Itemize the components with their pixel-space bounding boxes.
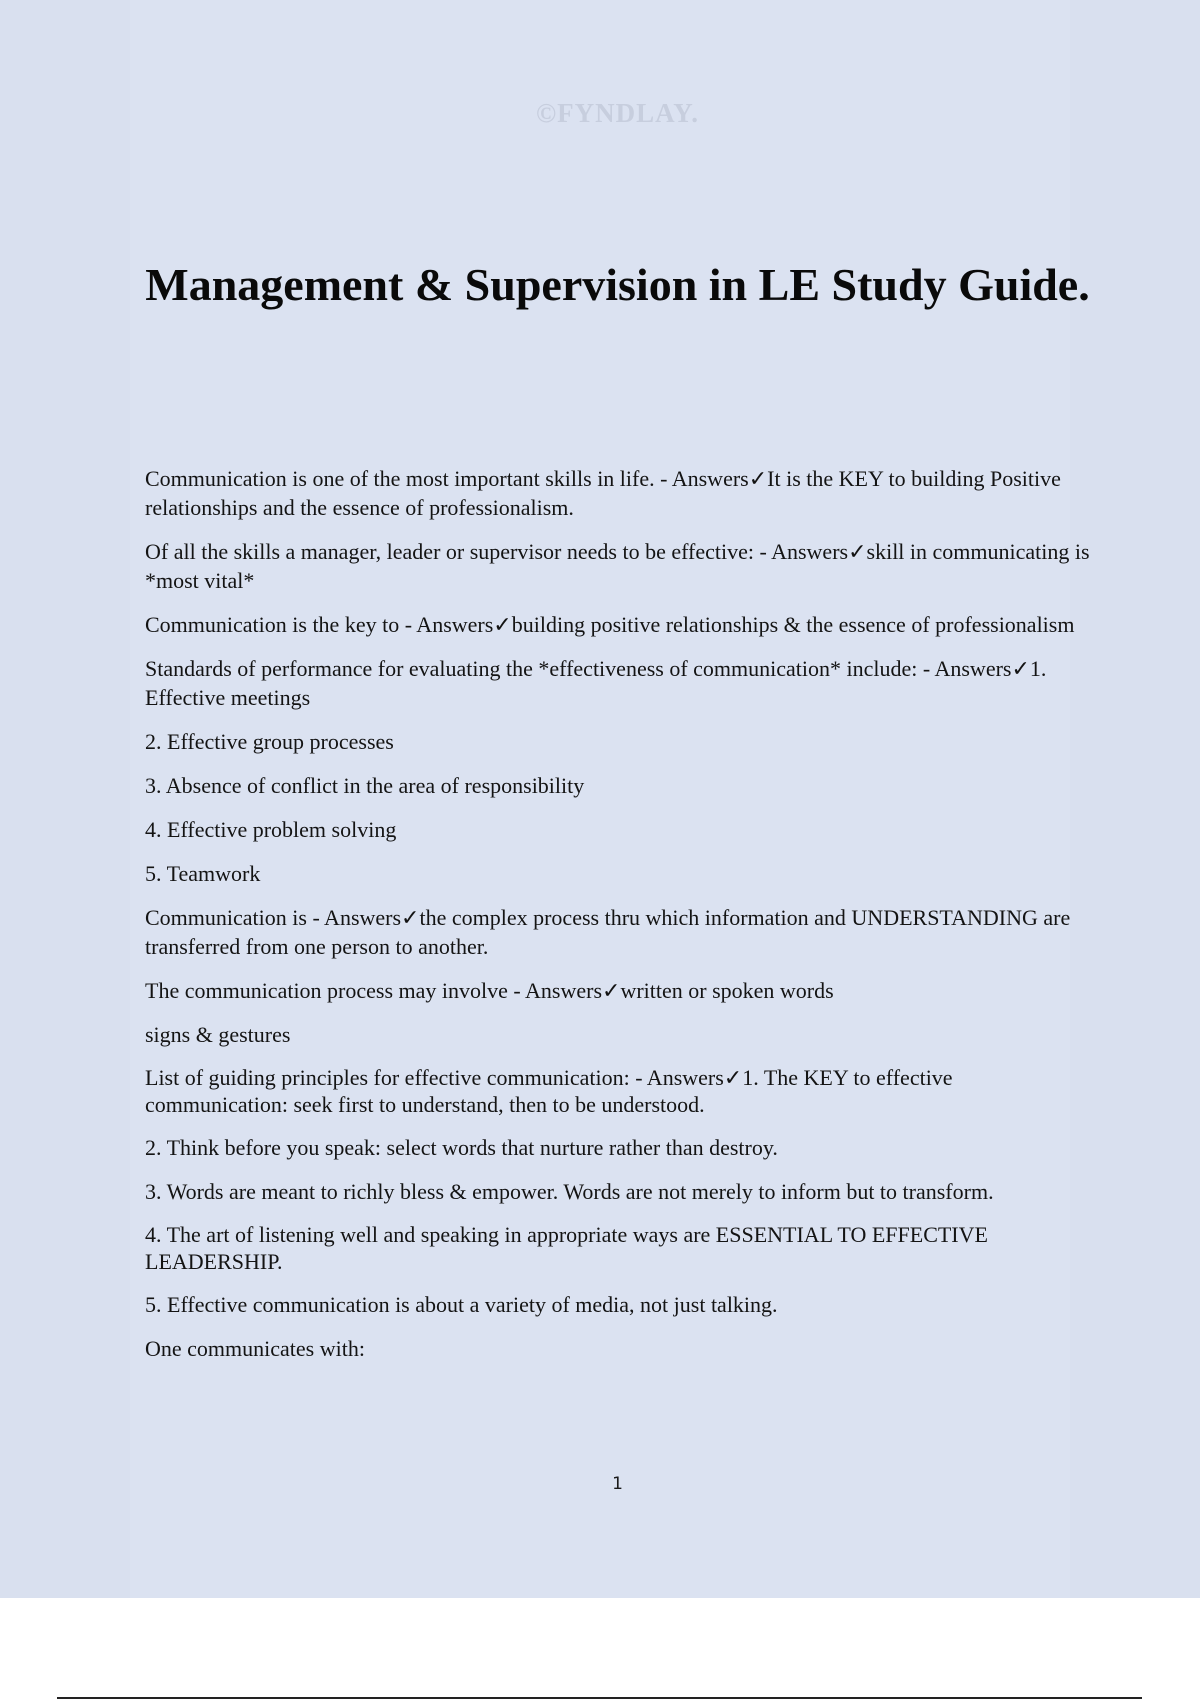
list-item: 2. Think before you speak: select words that nurture rather than destroy. bbox=[145, 1135, 778, 1160]
paragraph: List of guiding principles for effective communication: - Answers✓1. The KEY to effective communication: seek first to understand, then to be understood. bbox=[145, 1065, 953, 1117]
page-shade-left bbox=[0, 0, 130, 1598]
paragraph: The communication process may involve - Answers✓written or spoken words bbox=[145, 978, 834, 1003]
paragraph: Communication is one of the most important skills in life. - Answers✓It is the KEY to building Positive relationships and the essence of professionalism. bbox=[145, 466, 1061, 520]
paragraph: signs & gestures bbox=[145, 1022, 291, 1047]
document-body bbox=[145, 464, 1095, 1378]
list-item: 2. Effective group processes bbox=[145, 729, 394, 754]
bottom-rule bbox=[57, 1697, 1142, 1699]
list-item: 4. Effective problem solving bbox=[145, 817, 397, 842]
list-item: 3. Words are meant to richly bless & empower. Words are not merely to inform but to transform. bbox=[145, 1179, 994, 1204]
paragraph: Standards of performance for evaluating the *effectiveness of communication* include: - Answers✓1. Effective meetings bbox=[145, 656, 1047, 710]
list-item: 4. The art of listening well and speaking in appropriate ways are ESSENTIAL TO EFFECTIVE LEADERSHIP. bbox=[145, 1222, 988, 1274]
page-number: 1 bbox=[612, 1474, 623, 1494]
list-item: 5. Effective communication is about a variety of media, not just talking. bbox=[145, 1292, 778, 1317]
list-item: 5. Teamwork bbox=[145, 861, 261, 886]
paragraph: Communication is - Answers✓the complex process thru which information and UNDERSTANDING are transferred from one person to another. bbox=[145, 905, 1071, 959]
list-item: 3. Absence of conflict in the area of responsibility bbox=[145, 773, 585, 798]
paragraph: Of all the skills a manager, leader or supervisor needs to be effective: - Answers✓skill in communicating is *most vital* bbox=[145, 539, 1090, 593]
document-title: Management & Supervision in LE Study Guide. bbox=[145, 259, 1090, 310]
paragraph: One communicates with: bbox=[145, 1336, 365, 1361]
watermark: ©FYNDLAY. bbox=[536, 98, 699, 128]
paragraph: Communication is the key to - Answers✓building positive relationships & the essence of professionalism bbox=[145, 612, 1075, 637]
